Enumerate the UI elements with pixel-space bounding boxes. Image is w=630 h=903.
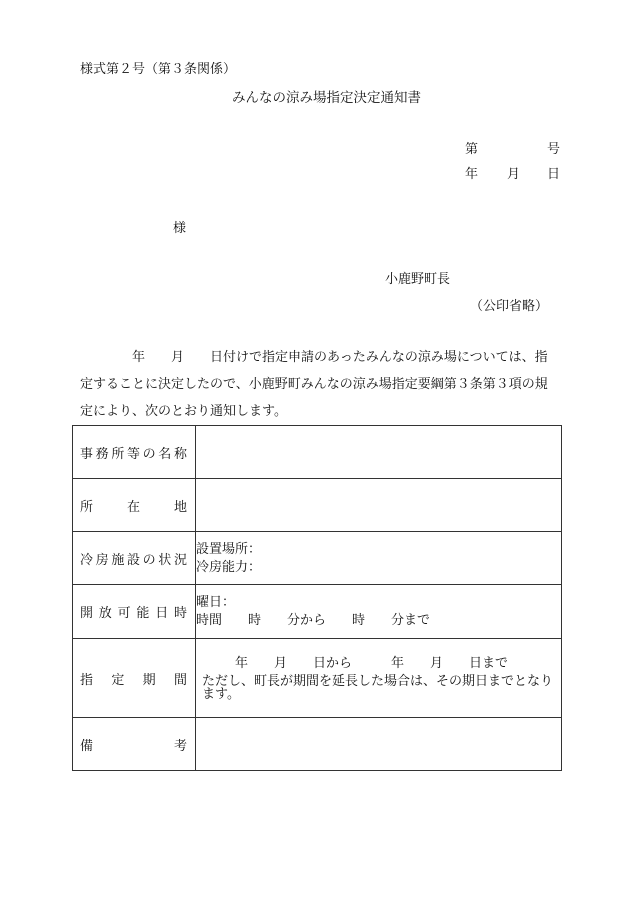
table-row-remarks	[73, 718, 562, 771]
value-location[interactable]	[196, 479, 562, 532]
body-line-1: 年 月 日付けで指定申請のあったみんなの涼み場については、指	[80, 350, 548, 365]
label-office-name: 事 務 所 等 の 名 称	[80, 446, 187, 462]
addressee-honorific: 様	[173, 221, 187, 236]
label-open-hours: 開 放 可 能 日 時	[80, 606, 187, 621]
open-days-field: 曜日：	[196, 595, 236, 610]
value-cooling[interactable]	[196, 532, 562, 585]
period-range-field: 年 月 日から 年 月 日まで	[196, 656, 509, 671]
table-row-office-name	[73, 426, 562, 479]
body-line-2: 定することに決定したので、小鹿野町みんなの涼み場指定要綱第３条第３項の規	[80, 377, 548, 392]
info-table	[72, 425, 562, 771]
value-open-hours[interactable]	[196, 585, 562, 639]
open-time-field: 時間 時 分から 時 分まで	[196, 613, 431, 628]
label-remarks: 備 考	[80, 738, 187, 754]
body-line-3: 定により、次のとおり通知します。	[80, 404, 287, 419]
cooling-location-field: 設置場所：	[196, 541, 262, 557]
document-title: みんなの涼み場指定決定通知書	[232, 90, 421, 106]
date-day: 日	[547, 167, 561, 182]
reference-go: 号	[547, 142, 561, 157]
period-extension-note: ただし、町長が期間を延長した場合は、その期日までとなります。	[202, 674, 554, 702]
cooling-capacity-field: 冷房能力：	[196, 559, 262, 575]
value-office-name[interactable]	[196, 426, 562, 479]
table-row-period	[73, 639, 562, 718]
label-location: 所 在 地	[80, 499, 187, 515]
table-row-location	[73, 479, 562, 532]
issuer-name: 小鹿野町長	[385, 272, 451, 287]
reference-dai: 第	[465, 142, 479, 157]
label-period: 指 定 期 間	[80, 672, 187, 688]
table-row-open-hours	[73, 585, 562, 639]
seal-note: （公印省略）	[470, 299, 549, 314]
date-month: 月	[507, 167, 521, 182]
value-remarks[interactable]	[196, 718, 562, 771]
date-year: 年	[465, 167, 479, 182]
table-row-cooling	[73, 532, 562, 585]
value-period[interactable]	[196, 639, 562, 718]
label-cooling: 冷 房 施 設 の 状 況	[80, 552, 187, 568]
form-number: 様式第２号（第３条関係）	[80, 62, 237, 77]
